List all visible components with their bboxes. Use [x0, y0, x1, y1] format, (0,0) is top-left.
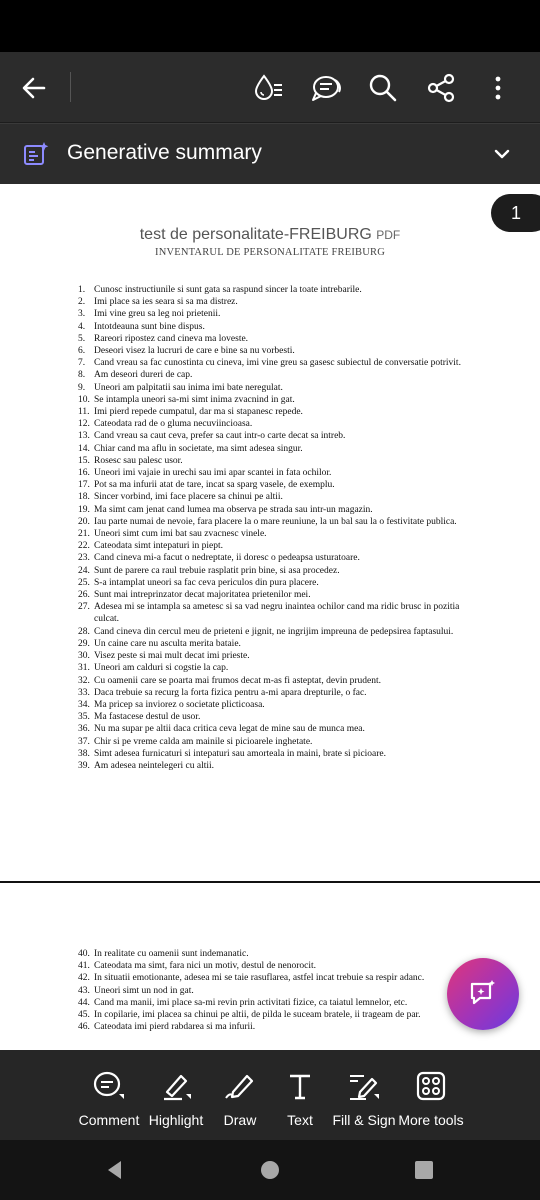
questionnaire-item [78, 357, 462, 369]
item-number: 14. [78, 443, 90, 454]
more-vertical-icon[interactable] [482, 72, 514, 104]
item-text: Cand ma manii, imi place sa-mi revin prin activitati fizice, ca taiatul lemnelor, etc. [94, 997, 408, 1008]
questionnaire-item [78, 467, 462, 479]
tool-label: Text [287, 1112, 313, 1128]
questionnaire-item [78, 675, 462, 687]
item-number: 34. [78, 699, 90, 710]
questionnaire-item [78, 723, 462, 735]
text-tool[interactable] [278, 1050, 322, 1140]
toolbar-divider [70, 72, 71, 102]
questionnaire-item [78, 662, 462, 674]
search-icon[interactable] [367, 72, 399, 104]
more-tools-button[interactable] [398, 1050, 464, 1140]
item-text: Uneori simt cum imi bat sau zvacnesc vinele. [94, 529, 267, 540]
item-text: Pot sa ma infurii atat de tare, incat sa sparg vasele, de exemplu. [94, 480, 335, 491]
item-text: Ma fastacese destul de usor. [94, 712, 201, 723]
item-text: Cateodata rad de o gluma necuviincioasa. [94, 419, 253, 430]
questionnaire-item [78, 430, 462, 442]
questionnaire-item [78, 972, 462, 984]
item-number: 30. [78, 651, 90, 662]
item-number: 4. [78, 321, 86, 332]
item-text: Cand vreau sa fac cunostinta cu cineva, imi vine greu sa gasesc subiectul de conversatie potrivit. [94, 358, 461, 369]
item-number: 26. [78, 590, 90, 601]
item-text: S-a intamplat uneori sa fac ceva periculos din pura placere. [94, 577, 319, 588]
questionnaire-item [78, 960, 462, 972]
item-number: 21. [78, 529, 90, 540]
text-icon [285, 1070, 315, 1102]
back-arrow-icon[interactable] [18, 72, 50, 104]
item-text: Intotdeauna sunt bine dispus. [94, 321, 205, 332]
item-number: 37. [78, 736, 90, 747]
questionnaire-item [78, 711, 462, 723]
questionnaire-item [78, 748, 462, 760]
questionnaire-item [78, 284, 462, 296]
tool-label: Fill & Sign [332, 1112, 396, 1128]
item-text: Cateodata imi pierd rabdarea si ma infurii. [94, 1022, 256, 1033]
share-icon[interactable] [425, 72, 457, 104]
item-number: 39. [78, 760, 90, 771]
item-number: 9. [78, 382, 86, 393]
questionnaire-item [78, 948, 462, 960]
item-number: 29. [78, 638, 90, 649]
questionnaire-item [78, 443, 462, 455]
nav-home-icon[interactable] [258, 1158, 282, 1182]
questionnaire-item [78, 577, 462, 589]
questionnaire-item [78, 736, 462, 748]
item-number: 38. [78, 748, 90, 759]
questionnaire-item [78, 626, 462, 638]
questionnaire-item [78, 418, 462, 430]
questionnaire-items [78, 948, 462, 1033]
item-text: Am deseori dureri de cap. [94, 370, 193, 381]
ai-assistant-icon [467, 978, 499, 1010]
chevron-down-icon[interactable] [488, 140, 516, 168]
item-text: Un caine care nu asculta merita bataie. [94, 638, 241, 649]
liquid-mode-icon[interactable] [252, 72, 284, 104]
tool-label: Draw [223, 1112, 257, 1128]
questionnaire-item [78, 650, 462, 662]
item-text: Visez peste si mai mult decat imi prieste. [94, 651, 250, 662]
draw-tool[interactable] [216, 1050, 264, 1140]
item-text: Adesea mi se intampla sa ametesc si sa vad negru inaintea ochilor cand ma ridic brusc in pozitia culcat. [94, 602, 460, 625]
questionnaire-item [78, 308, 462, 320]
item-number: 45. [78, 1010, 90, 1021]
questionnaire-item [78, 345, 462, 357]
item-text: Imi pierd repede cumpatul, dar ma si stapanesc repede. [94, 407, 303, 418]
item-number: 19. [78, 504, 90, 515]
nav-back-icon[interactable] [103, 1158, 127, 1182]
draw-icon [223, 1070, 257, 1102]
questionnaire-item [78, 516, 462, 528]
comment-tool[interactable] [76, 1050, 142, 1140]
questionnaire-item [78, 479, 462, 491]
item-text: Uneori simt un nod in gat. [94, 985, 194, 996]
comments-list-icon[interactable] [310, 72, 342, 104]
item-text: Sincer vorbind, imi face placere sa chinui pe altii. [94, 492, 283, 503]
pdf-document-view[interactable] [0, 184, 540, 1050]
questionnaire-item [78, 1009, 462, 1021]
item-text: Se intampla uneori sa-mi simt inima zvacnind in gat. [94, 394, 295, 405]
item-number: 31. [78, 663, 90, 674]
item-text: Uneori am calduri si cogstie la cap. [94, 663, 229, 674]
questionnaire-item [78, 1021, 462, 1033]
questionnaire-item [78, 997, 462, 1009]
item-number: 15. [78, 455, 90, 466]
item-number: 22. [78, 541, 90, 552]
item-text: Iau parte numai de nevoie, fara placere la o mare reuniune, la un bal sau la o festivitate publica. [94, 516, 457, 527]
item-number: 33. [78, 687, 90, 698]
nav-recents-icon[interactable] [412, 1158, 436, 1182]
item-text: In situatii emotionante, adesea mi se taie rasuflarea, astfel incat trebuie sa respir adanc. [94, 973, 425, 984]
questionnaire-item [78, 321, 462, 333]
item-number: 13. [78, 431, 90, 442]
questionnaire-item [78, 504, 462, 516]
questionnaire-item [78, 540, 462, 552]
item-number: 17. [78, 480, 90, 491]
item-text: Cunosc instructiunile si sunt gata sa raspund sincer la toate intrebarile. [94, 285, 362, 295]
tool-label: More tools [398, 1112, 464, 1128]
generative-summary-bar[interactable] [0, 123, 540, 184]
item-text: Cu oamenii care se poarta mai frumos decat m-as fi asteptat, devin prudent. [94, 675, 382, 686]
questionnaire-item [78, 589, 462, 601]
item-text: Deseori visez la lucruri de care e bine sa nu vorbesti. [94, 346, 295, 357]
item-text: Ma pricep sa inviorez o societate plicticoasa. [94, 699, 265, 710]
item-number: 25. [78, 577, 90, 588]
item-text: Ma simt cam jenat cand lumea ma observa pe strada sau intr-un magazin. [94, 504, 373, 515]
highlight-icon [159, 1070, 193, 1102]
item-number: 23. [78, 553, 90, 564]
tool-label: Comment [78, 1112, 140, 1128]
item-number: 10. [78, 394, 90, 405]
item-number: 5. [78, 333, 86, 344]
questionnaire-item [78, 552, 462, 564]
tool-label: Highlight [148, 1112, 204, 1128]
comment-icon [92, 1070, 126, 1102]
questionnaire-item [78, 406, 462, 418]
questionnaire-item [78, 296, 462, 308]
questionnaire-item [78, 333, 462, 345]
questionnaire-item [78, 638, 462, 650]
fill-sign-tool[interactable] [332, 1050, 396, 1140]
item-text: Sunt de parere ca raul trebuie rasplatit prin bine, si asa procedez. [94, 565, 340, 576]
pdf-page-1 [0, 184, 540, 880]
item-text: Chiar cand ma aflu in societate, ma simt adesea singur. [94, 443, 303, 454]
item-number: 8. [78, 370, 86, 381]
questionnaire-item [78, 565, 462, 577]
item-text: Am adesea neintelegeri cu altii. [94, 760, 215, 771]
item-text: Cand cineva mi-a facut o nedreptate, ii doresc o pedeapsa usturatoare. [94, 553, 360, 564]
item-text: Imi place sa ies seara si sa ma distrez. [94, 297, 238, 308]
document-title [0, 226, 540, 244]
document-title-ext: PDF [376, 228, 401, 242]
item-text: In copilarie, imi placea sa chinui pe altii, de pilda le suceam bratele, ii trageam de par. [94, 1010, 421, 1021]
questionnaire-item [78, 985, 462, 997]
ai-assistant-button[interactable] [447, 958, 519, 1030]
item-number: 18. [78, 492, 90, 503]
item-text: In realitate cu oamenii sunt indemanatic. [94, 949, 249, 959]
item-number: 7. [78, 358, 86, 369]
item-text: Sunt mai intreprinzator decat majoritatea prietenilor mei. [94, 590, 311, 601]
highlight-tool[interactable] [146, 1050, 206, 1140]
questionnaire-item [78, 455, 462, 467]
questionnaire-item [78, 394, 462, 406]
item-text: Uneori imi vajaie in urechi sau imi apar scantei in fata ochilor. [94, 468, 332, 479]
generative-summary-title: Generative summary [67, 141, 262, 164]
questionnaire-item [78, 687, 462, 699]
item-number: 6. [78, 346, 86, 357]
item-text: Rareori ripostez cand cineva ma loveste. [94, 333, 249, 344]
item-text: Cateodata ma simt, fara nici un motiv, destul de nenorocit. [94, 961, 317, 972]
item-number: 46. [78, 1022, 90, 1033]
item-number: 40. [78, 949, 90, 959]
system-nav-bar [0, 1140, 540, 1200]
bottom-tools-bar [0, 1050, 540, 1140]
page-number-badge[interactable] [491, 194, 540, 232]
item-number: 12. [78, 419, 90, 430]
questionnaire-item [78, 528, 462, 540]
item-number: 16. [78, 468, 90, 479]
fill-sign-icon [347, 1070, 381, 1102]
item-number: 35. [78, 712, 90, 723]
item-number: 32. [78, 675, 90, 686]
item-number: 44. [78, 997, 90, 1008]
item-number: 27. [78, 602, 90, 613]
item-text: Daca trebuie sa recurg la forta fizica pentru a-mi apara drepturile, o fac. [94, 687, 367, 698]
questionnaire-item [78, 760, 462, 772]
item-text: Imi vine greu sa leg noi prietenii. [94, 309, 221, 320]
item-number: 20. [78, 516, 90, 527]
questionnaire-item [78, 699, 462, 711]
item-number: 43. [78, 985, 90, 996]
item-number: 41. [78, 961, 90, 972]
item-text: Cand cineva din cercul meu de prieteni e jignit, ne ingrijim impreuna de pedepsirea faptasului. [94, 626, 454, 637]
questionnaire-item [78, 369, 462, 381]
top-toolbar [0, 52, 540, 122]
item-text: Cateodata simt intepaturi in piept. [94, 541, 224, 552]
page-number: 1 [511, 203, 522, 223]
item-number: 28. [78, 626, 90, 637]
item-number: 2. [78, 297, 86, 308]
more-tools-icon [416, 1070, 446, 1102]
item-text: Nu ma supar pe altii daca critica ceva legat de mine sau de munca mea. [94, 724, 365, 735]
item-text: Cand vreau sa caut ceva, prefer sa caut intr-o carte decat sa intreb. [94, 431, 346, 442]
questionnaire-items [78, 284, 462, 772]
document-subtitle: INVENTARUL DE PERSONALITATE FREIBURG [155, 247, 385, 258]
item-text: Chir si pe vreme calda am mainile si picioarele inghetate. [94, 736, 313, 747]
item-number: 36. [78, 724, 90, 735]
item-number: 1. [78, 285, 86, 295]
ai-summary-icon [22, 140, 50, 168]
item-text: Simt adesea furnicaturi si intepaturi sau amorteala in maini, brate si picioare. [94, 748, 387, 759]
item-number: 42. [78, 973, 90, 984]
item-text: Rosesc sau palesc usor. [94, 455, 183, 466]
item-number: 3. [78, 309, 86, 320]
status-bar [0, 0, 540, 52]
questionnaire-item [78, 601, 462, 625]
questionnaire-item [78, 491, 462, 503]
item-number: 24. [78, 565, 90, 576]
questionnaire-item [78, 382, 462, 394]
page-divider [0, 881, 540, 883]
item-number: 11. [78, 407, 90, 418]
item-text: Uneori am palpitatii sau inima imi bate neregulat. [94, 382, 283, 393]
document-title-text: test de personalitate-FREIBURG [139, 226, 372, 243]
